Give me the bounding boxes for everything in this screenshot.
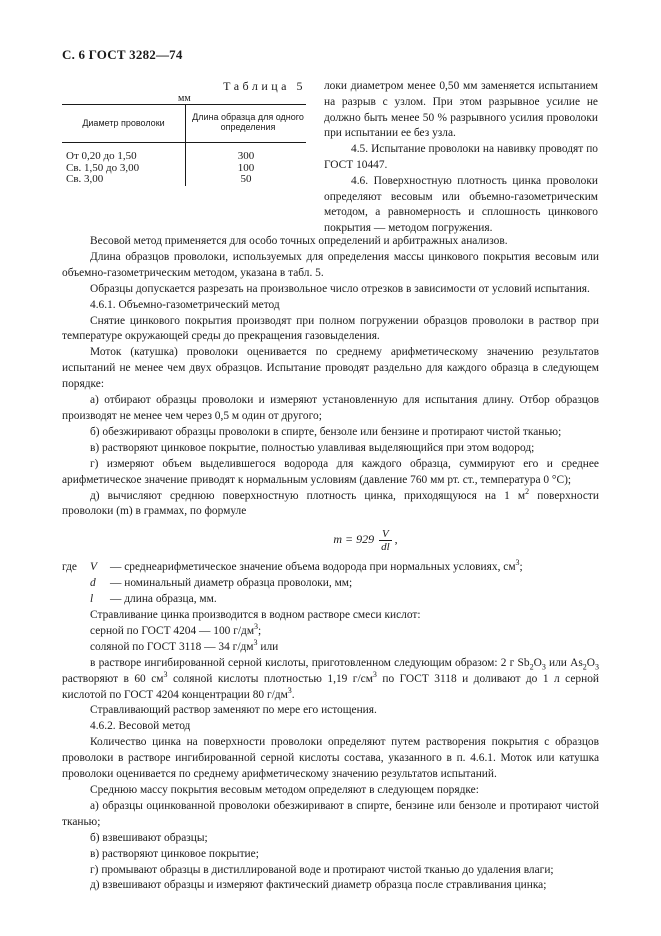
table-header-length: Длина образца для одного определения <box>192 112 304 132</box>
paragraph: Моток (катушка) проволоки оценивается по среднему арифметическому значению результатов испытаний не менее чем двух образцов. Испытание проводят раздельно для каждого образца в следующем порядке: <box>62 346 599 391</box>
paragraph: Среднюю массу покрытия весовым методом определяют в следующем порядке: <box>90 784 479 796</box>
formula-tail: , <box>394 532 398 547</box>
paragraph: Длина образцов проволоки, используемых для определения массы цинкового покрытия весовым или объемно-газометрическим методом, указана в табл. 5. <box>62 250 599 279</box>
main-text <box>62 234 599 894</box>
formula-lhs: m = 929 <box>333 532 375 547</box>
legend-row: где V — среднеарифметическое значение объема водорода при нормальных условиях, $см^3$; <box>62 558 523 574</box>
section-heading-4-6-2: 4.6.2. Весовой метод <box>90 720 191 733</box>
table-caption: Таблица 5 <box>223 79 306 93</box>
list-item: б) взвешивают образцы; <box>90 831 208 844</box>
table-header-rule <box>62 142 306 143</box>
list-item: д) взвешивают образцы и измеряют фактический диаметр образца после стравливания цинка; <box>90 879 547 892</box>
paragraph: Весовой метод применяется для особо точных определений и арбитражных анализов. <box>90 235 508 247</box>
paragraph: Стравливающий раствор заменяют по мере его истощения. <box>90 704 377 717</box>
formula-legend <box>62 560 599 608</box>
legend-row: l — длина образца, мм. <box>90 593 217 606</box>
formula-numerator: V <box>379 528 392 541</box>
paragraph: локи диаметром менее 0,50 мм заменяется испытанием на разрыв с узлом. При этом разрывное усилие не должно быть менее 50 % разрывного усилия проволоки при испытании ее без узла. <box>324 80 598 140</box>
paragraph: в растворе ингибированной серной кислоты, приготовленном следующим образом: 2 г $Sb_2O_3$ или $As_2O_3$ растворяют в 60 $см^3$ соляной кислоты плотностью 1,19 $г/см^3$ по ГОСТ 3118 и доливают до 1 л серной кислотой по ГОСТ 4204 концентрации 80 $г/дм^3$. <box>62 656 600 701</box>
table-cell-diameter: Св. 1,50 до 3,00 <box>66 161 140 174</box>
list-item: а) отбирают образцы проволоки и измеряют установленную для испытания длину. Отбор образцов производят не менее чем через 0,5 м один от другого; <box>62 394 599 422</box>
table-cell-length: 300 <box>237 150 255 162</box>
list-item: а) образцы оцинкованной проволоки обезжиривают в спирте, бензине или бензоле и протирают чистой тканью; <box>62 799 599 828</box>
right-column <box>324 79 598 237</box>
table-header-diameter: Диаметр проволоки <box>82 118 165 128</box>
list-item: в) растворяют цинковое покрытие; <box>90 847 259 860</box>
table-top-rule <box>62 104 306 105</box>
list-item: в) растворяют цинковое покрытие, полностью улавливая выделяющийся при этом водород; <box>90 441 535 454</box>
formula-fraction <box>379 528 392 553</box>
paragraph: Стравливание цинка производится в водном растворе смеси кислот: <box>90 609 421 622</box>
list-item: г) измеряют объем выделившегося водорода для каждого образца, суммируют его и среднее арифметическое значение приводят к нормальным условиям (давление 760 мм рт. ст., температура 0 °С); <box>62 457 599 486</box>
paragraph: серной по ГОСТ 4204 — 100 $г/дм^3$; <box>90 622 262 637</box>
section-heading-4-6-1: 4.6.1. Объемно-газометрический метод <box>90 298 280 311</box>
list-item: г) промывают образцы в дистиллированой воде и протирают чистой тканью до удаления влаги; <box>90 863 554 876</box>
legend-row: d — номинальный диаметр образца проволоки, мм; <box>90 577 353 590</box>
formula <box>62 524 599 554</box>
table-cell-diameter: Св. 3,00 <box>66 173 104 185</box>
list-item: б) обезжиривают образцы проволоки в спирте, бензоле или бензине и протирают чистой тканью; <box>90 425 562 438</box>
list-item: д) вычисляют среднюю поверхностную плотность цинка, приходящуюся на 1 $м^2$ поверхности проволоки (m) в граммах, по формуле <box>62 486 600 518</box>
section-4-6: 4.6. Поверхностную плотность цинка проволоки определяют весовым или объемно-газометрическим методом, а равномерность и сплошность цинкового покрытия — методом погружения. <box>324 174 598 235</box>
paragraph: Образцы допускается разрезать на произвольное число отрезков в зависимости от условий испытания. <box>90 282 590 295</box>
paragraph: Снятие цинкового покрытия производят при полном погружении образцов проволоки в раствор при температуре окружающей среды до прекращения газовыделения. <box>62 314 599 343</box>
paragraph: Количество цинка на поверхности проволоки определяют путем растворения покрытия с образцов проволоки в растворе ингибированной серной кислоты состава, указанного в п. 4.6.1. Моток или катушка проволоки оценивается по среднему арифметическому значению результатов испытаний. <box>62 736 599 781</box>
table-cell-length: 100 <box>237 161 255 174</box>
table-cell-diameter: От 0,20 до 1,50 <box>66 150 137 162</box>
table-unit: мм <box>178 93 191 104</box>
page-header: С. 6 ГОСТ 3282—74 <box>62 47 183 62</box>
formula-denominator: dl <box>381 541 390 554</box>
table-cell-length: 50 <box>240 173 252 185</box>
section-4-5: 4.5. Испытание проволоки на навивку проводят по ГОСТ 10447. <box>324 143 598 171</box>
paragraph: соляной по ГОСТ 3118 — 34 $г/дм^3$ или <box>90 638 279 653</box>
